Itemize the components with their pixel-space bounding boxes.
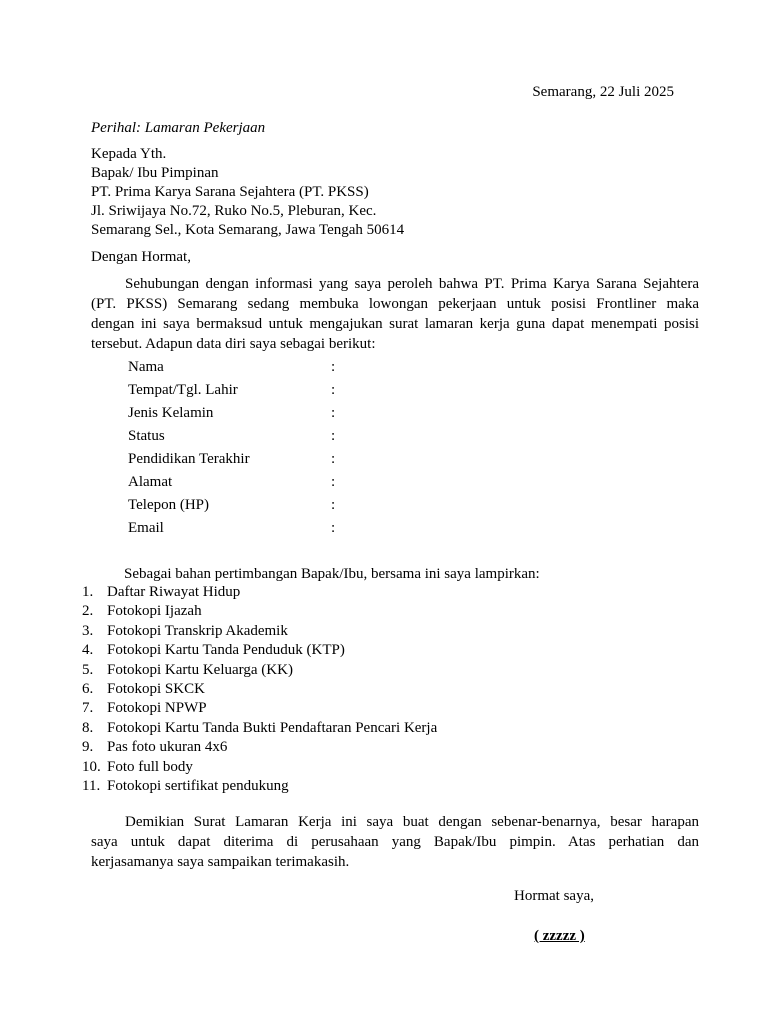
field-label: Pendidikan Terakhir bbox=[128, 451, 250, 467]
recipient-line: PT. Prima Karya Sarana Sejahtera (PT. PKSS) bbox=[91, 184, 369, 200]
list-item bbox=[82, 758, 502, 777]
list-item bbox=[82, 583, 502, 602]
recipient-line: Semarang Sel., Kota Semarang, Jawa Tengah 50614 bbox=[91, 222, 405, 238]
field-row-pendidikan bbox=[128, 450, 368, 473]
list-item bbox=[82, 699, 502, 718]
closing-phrase: Hormat saya, bbox=[514, 888, 594, 904]
field-row-telepon bbox=[128, 496, 368, 519]
field-row-jenis-kelamin bbox=[128, 404, 368, 427]
field-label: Status bbox=[128, 428, 165, 444]
salutation: Dengan Hormat, bbox=[91, 249, 191, 265]
list-number: 3. bbox=[82, 622, 94, 639]
list-text: Fotokopi Kartu Tanda Penduduk (KTP) bbox=[107, 642, 345, 659]
list-item bbox=[82, 777, 502, 796]
list-item bbox=[82, 738, 502, 757]
list-item bbox=[82, 622, 502, 641]
list-text: Fotokopi SKCK bbox=[107, 680, 205, 697]
field-label: Alamat bbox=[128, 474, 173, 490]
field-separator: : bbox=[331, 451, 336, 467]
list-number: 6. bbox=[82, 680, 94, 697]
recipient-line: Kepada Yth. bbox=[91, 146, 167, 162]
field-label: Email bbox=[128, 520, 164, 536]
list-text: Fotokopi Kartu Tanda Bukti Pendaftaran Pencari Kerja bbox=[107, 719, 438, 736]
list-text: Fotokopi Transkrip Akademik bbox=[107, 622, 288, 639]
attachments-intro: Sebagai bahan pertimbangan Bapak/Ibu, bersama ini saya lampirkan: bbox=[124, 566, 540, 582]
list-number: 7. bbox=[82, 700, 94, 717]
paragraph-line: Demikian Surat Lamaran Kerja ini saya buat dengan sebenar-benarnya, besar harapan bbox=[125, 814, 699, 830]
paragraph-line: Sehubungan dengan informasi yang saya peroleh bahwa PT. Prima Karya Sarana Sejahtera bbox=[125, 276, 699, 292]
paragraph-line: dengan ini saya bermaksud untuk mengajukan surat lamaran kerja guna dapat menempati posisi bbox=[91, 316, 699, 332]
field-separator: : bbox=[331, 497, 336, 513]
field-label: Telepon (HP) bbox=[128, 497, 210, 513]
field-separator: : bbox=[331, 405, 336, 421]
list-item bbox=[82, 661, 502, 680]
date-line: Semarang, 22 Juli 2025 bbox=[532, 84, 674, 100]
opening-paragraph bbox=[91, 274, 699, 354]
list-text: Fotokopi NPWP bbox=[107, 700, 207, 717]
field-separator: : bbox=[331, 474, 336, 490]
field-label: Jenis Kelamin bbox=[128, 405, 214, 421]
paragraph-line: (PT. PKSS) Semarang sedang membuka lowongan pekerjaan untuk posisi Frontliner maka bbox=[91, 296, 699, 312]
paragraph-line: tersebut. Adapun data diri saya sebagai berikut: bbox=[91, 336, 376, 352]
field-separator: : bbox=[331, 428, 336, 444]
field-row-alamat bbox=[128, 473, 368, 496]
field-separator: : bbox=[331, 359, 336, 375]
list-number: 8. bbox=[82, 719, 94, 736]
list-item bbox=[82, 602, 502, 621]
list-number: 10. bbox=[82, 758, 101, 775]
list-number: 5. bbox=[82, 661, 94, 678]
list-text: Fotokopi Ijazah bbox=[107, 603, 202, 620]
recipient-line: Jl. Sriwijaya No.72, Ruko No.5, Pleburan, Kec. bbox=[91, 203, 377, 219]
field-row-nama bbox=[128, 358, 368, 381]
list-number: 9. bbox=[82, 739, 94, 756]
field-separator: : bbox=[331, 520, 336, 536]
paragraph-line: kerjasamanya saya sampaikan terimakasih. bbox=[91, 854, 350, 870]
field-label: Tempat/Tgl. Lahir bbox=[128, 382, 238, 398]
personal-data-fields bbox=[128, 358, 368, 542]
list-item bbox=[82, 641, 502, 660]
list-number: 4. bbox=[82, 642, 94, 659]
attachments-list bbox=[82, 583, 502, 796]
field-separator: : bbox=[331, 382, 336, 398]
list-number: 11. bbox=[82, 777, 101, 794]
list-number: 2. bbox=[82, 603, 94, 620]
list-item bbox=[82, 680, 502, 699]
paragraph-line: saya untuk dapat diterima di perusahaan yang Bapak/Ibu pimpin. Atas perhatian dan bbox=[91, 834, 699, 850]
recipient-address bbox=[91, 145, 404, 240]
list-item bbox=[82, 719, 502, 738]
subject-line: Perihal: Lamaran Pekerjaan bbox=[91, 120, 266, 136]
field-row-status bbox=[128, 427, 368, 450]
list-number: 1. bbox=[82, 584, 94, 600]
signature-name: ( zzzzz ) bbox=[534, 928, 585, 944]
field-row-tempat-tgl-lahir bbox=[128, 381, 368, 404]
list-text: Daftar Riwayat Hidup bbox=[107, 584, 241, 600]
closing-paragraph bbox=[91, 812, 699, 872]
list-text: Fotokopi sertifikat pendukung bbox=[107, 777, 289, 794]
field-label: Nama bbox=[128, 359, 164, 375]
list-text: Fotokopi Kartu Keluarga (KK) bbox=[107, 661, 293, 678]
field-row-email bbox=[128, 519, 368, 542]
list-text: Foto full body bbox=[107, 758, 193, 775]
recipient-line: Bapak/ Ibu Pimpinan bbox=[91, 165, 219, 181]
list-text: Pas foto ukuran 4x6 bbox=[107, 739, 228, 756]
